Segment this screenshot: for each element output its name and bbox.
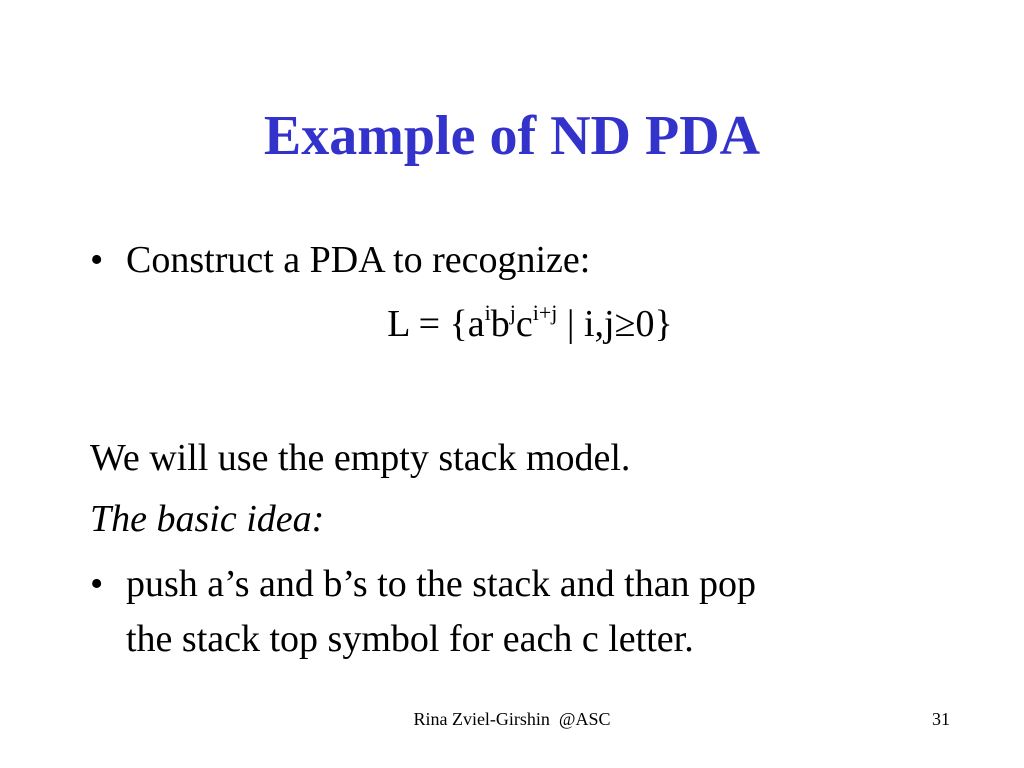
bullet-construct-pda: Construct a PDA to recognize: (126, 239, 591, 281)
slide-title: Example of ND PDA (263, 105, 761, 167)
formula-exponent-i-plus-j: i+j (532, 300, 558, 325)
formula-prefix: L = {a (387, 303, 485, 345)
footer-author: Rina Zviel-Girshin @ASC (413, 709, 611, 729)
empty-stack-statement: We will use the empty stack model. (90, 437, 631, 479)
page-number: 31 (932, 709, 950, 729)
basic-idea-heading: The basic idea: (90, 498, 325, 540)
formula-b: b (490, 303, 510, 345)
bullet-marker-2: • (90, 563, 104, 605)
formula-suffix: | i,j≥0} (557, 303, 673, 345)
language-formula (0, 302, 1024, 346)
bullet-marker-1: • (90, 239, 104, 281)
bullet-push-pop-line2: the stack top symbol for each c letter. (126, 618, 694, 660)
formula-exponent-j: j (509, 300, 516, 325)
bullet-push-pop-line1: push a’s and b’s to the stack and than pop (126, 563, 757, 605)
formula-c: c (515, 303, 533, 345)
formula-exponent-i: i (484, 300, 491, 325)
